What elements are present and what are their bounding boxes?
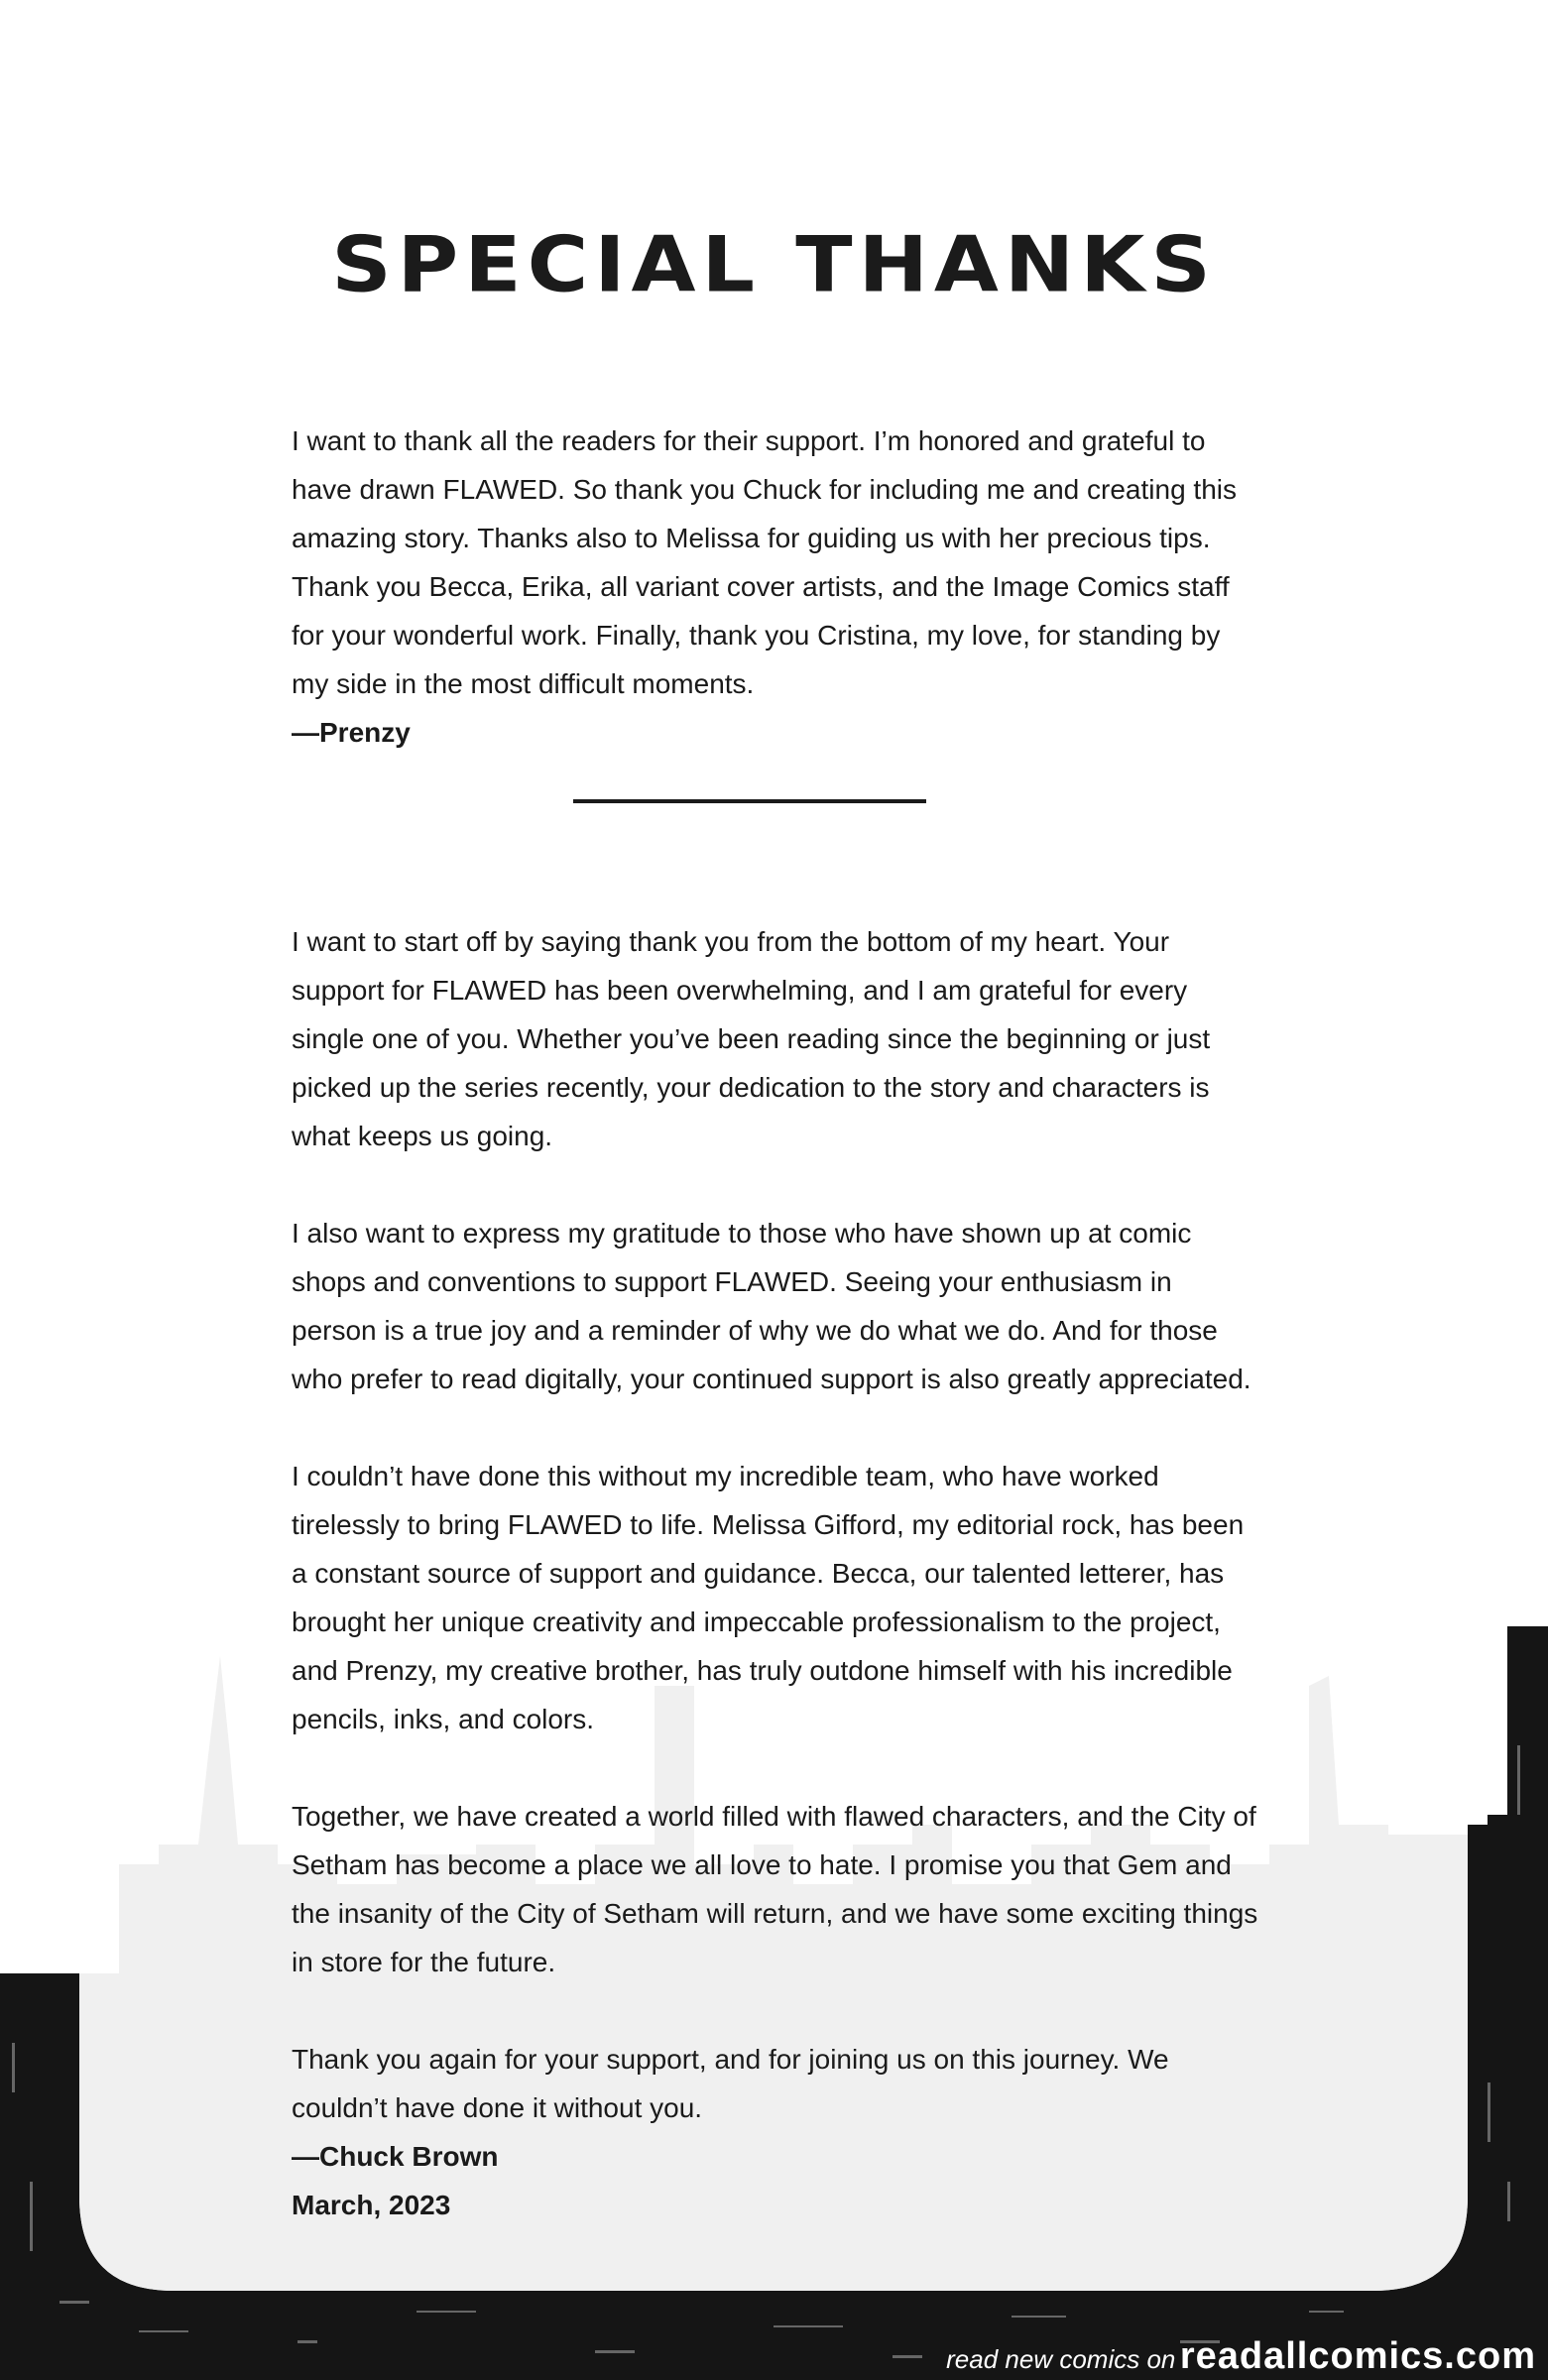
chuck-thanks-section: [292, 917, 1263, 2229]
letter-date: March, 2023: [292, 2190, 451, 2220]
site-watermark: [946, 2335, 1536, 2378]
chuck-paragraph: I want to start off by saying thank you from the bottom of my heart. Your support for FLAWED has been overwhelming, and I am grateful for every single one of you. Whether you’ve been reading since the beginning or just picked up the series recently, your dedication to the story and characters is what keeps us going.: [292, 926, 1211, 1151]
prenzy-thanks-body: I want to thank all the readers for their support. I’m honored and grateful to have drawn FLAWED. So thank you Chuck for including me and creating this amazing story. Thanks also to Melissa for guiding us with her precious tips. Thank you Becca, Erika, all variant cover artists, and the Image Comics staff for your wonderful work. Finally, thank you Cristina, my love, for standing by my side in the most difficult moments.: [292, 425, 1237, 699]
chuck-paragraph: Thank you again for your support, and for joining us on this journey. We couldn’t have done it without you.: [292, 2044, 1169, 2123]
chuck-paragraph: Together, we have created a world filled with flawed characters, and the City of Setham has become a place we all love to hate. I promise you that Gem and the insanity of the City of Setham will return, and we have some exciting things in store for the future.: [292, 1801, 1258, 1977]
watermark-site: readallcomics.com: [1179, 2335, 1536, 2377]
prenzy-signature: —Prenzy: [292, 717, 411, 748]
chuck-signature: —Chuck Brown: [292, 2141, 499, 2172]
section-divider: [573, 799, 926, 803]
watermark-prefix: read new comics on: [946, 2344, 1176, 2374]
chuck-paragraph: I couldn’t have done this without my incredible team, who have worked tirelessly to bring FLAWED to life. Melissa Gifford, my editorial rock, has been a constant source of support and guidance. Becca, our talented letterer, has brought her unique creativity and impeccable professionalism to the project, and Prenzy, my creative brother, has truly outdone himself with his incredible pencils, inks, and colors.: [292, 1461, 1245, 1734]
chuck-paragraph: I also want to express my gratitude to those who have shown up at comic shops and conventions to support FLAWED. Seeing your enthusiasm in person is a true joy and a reminder of why we do what we do. And for those who prefer to read digitally, your continued support is also greatly appreciated.: [292, 1218, 1251, 1394]
prenzy-thanks-section: [292, 416, 1263, 757]
page-title: SPECIAL THANKS: [331, 219, 1217, 310]
